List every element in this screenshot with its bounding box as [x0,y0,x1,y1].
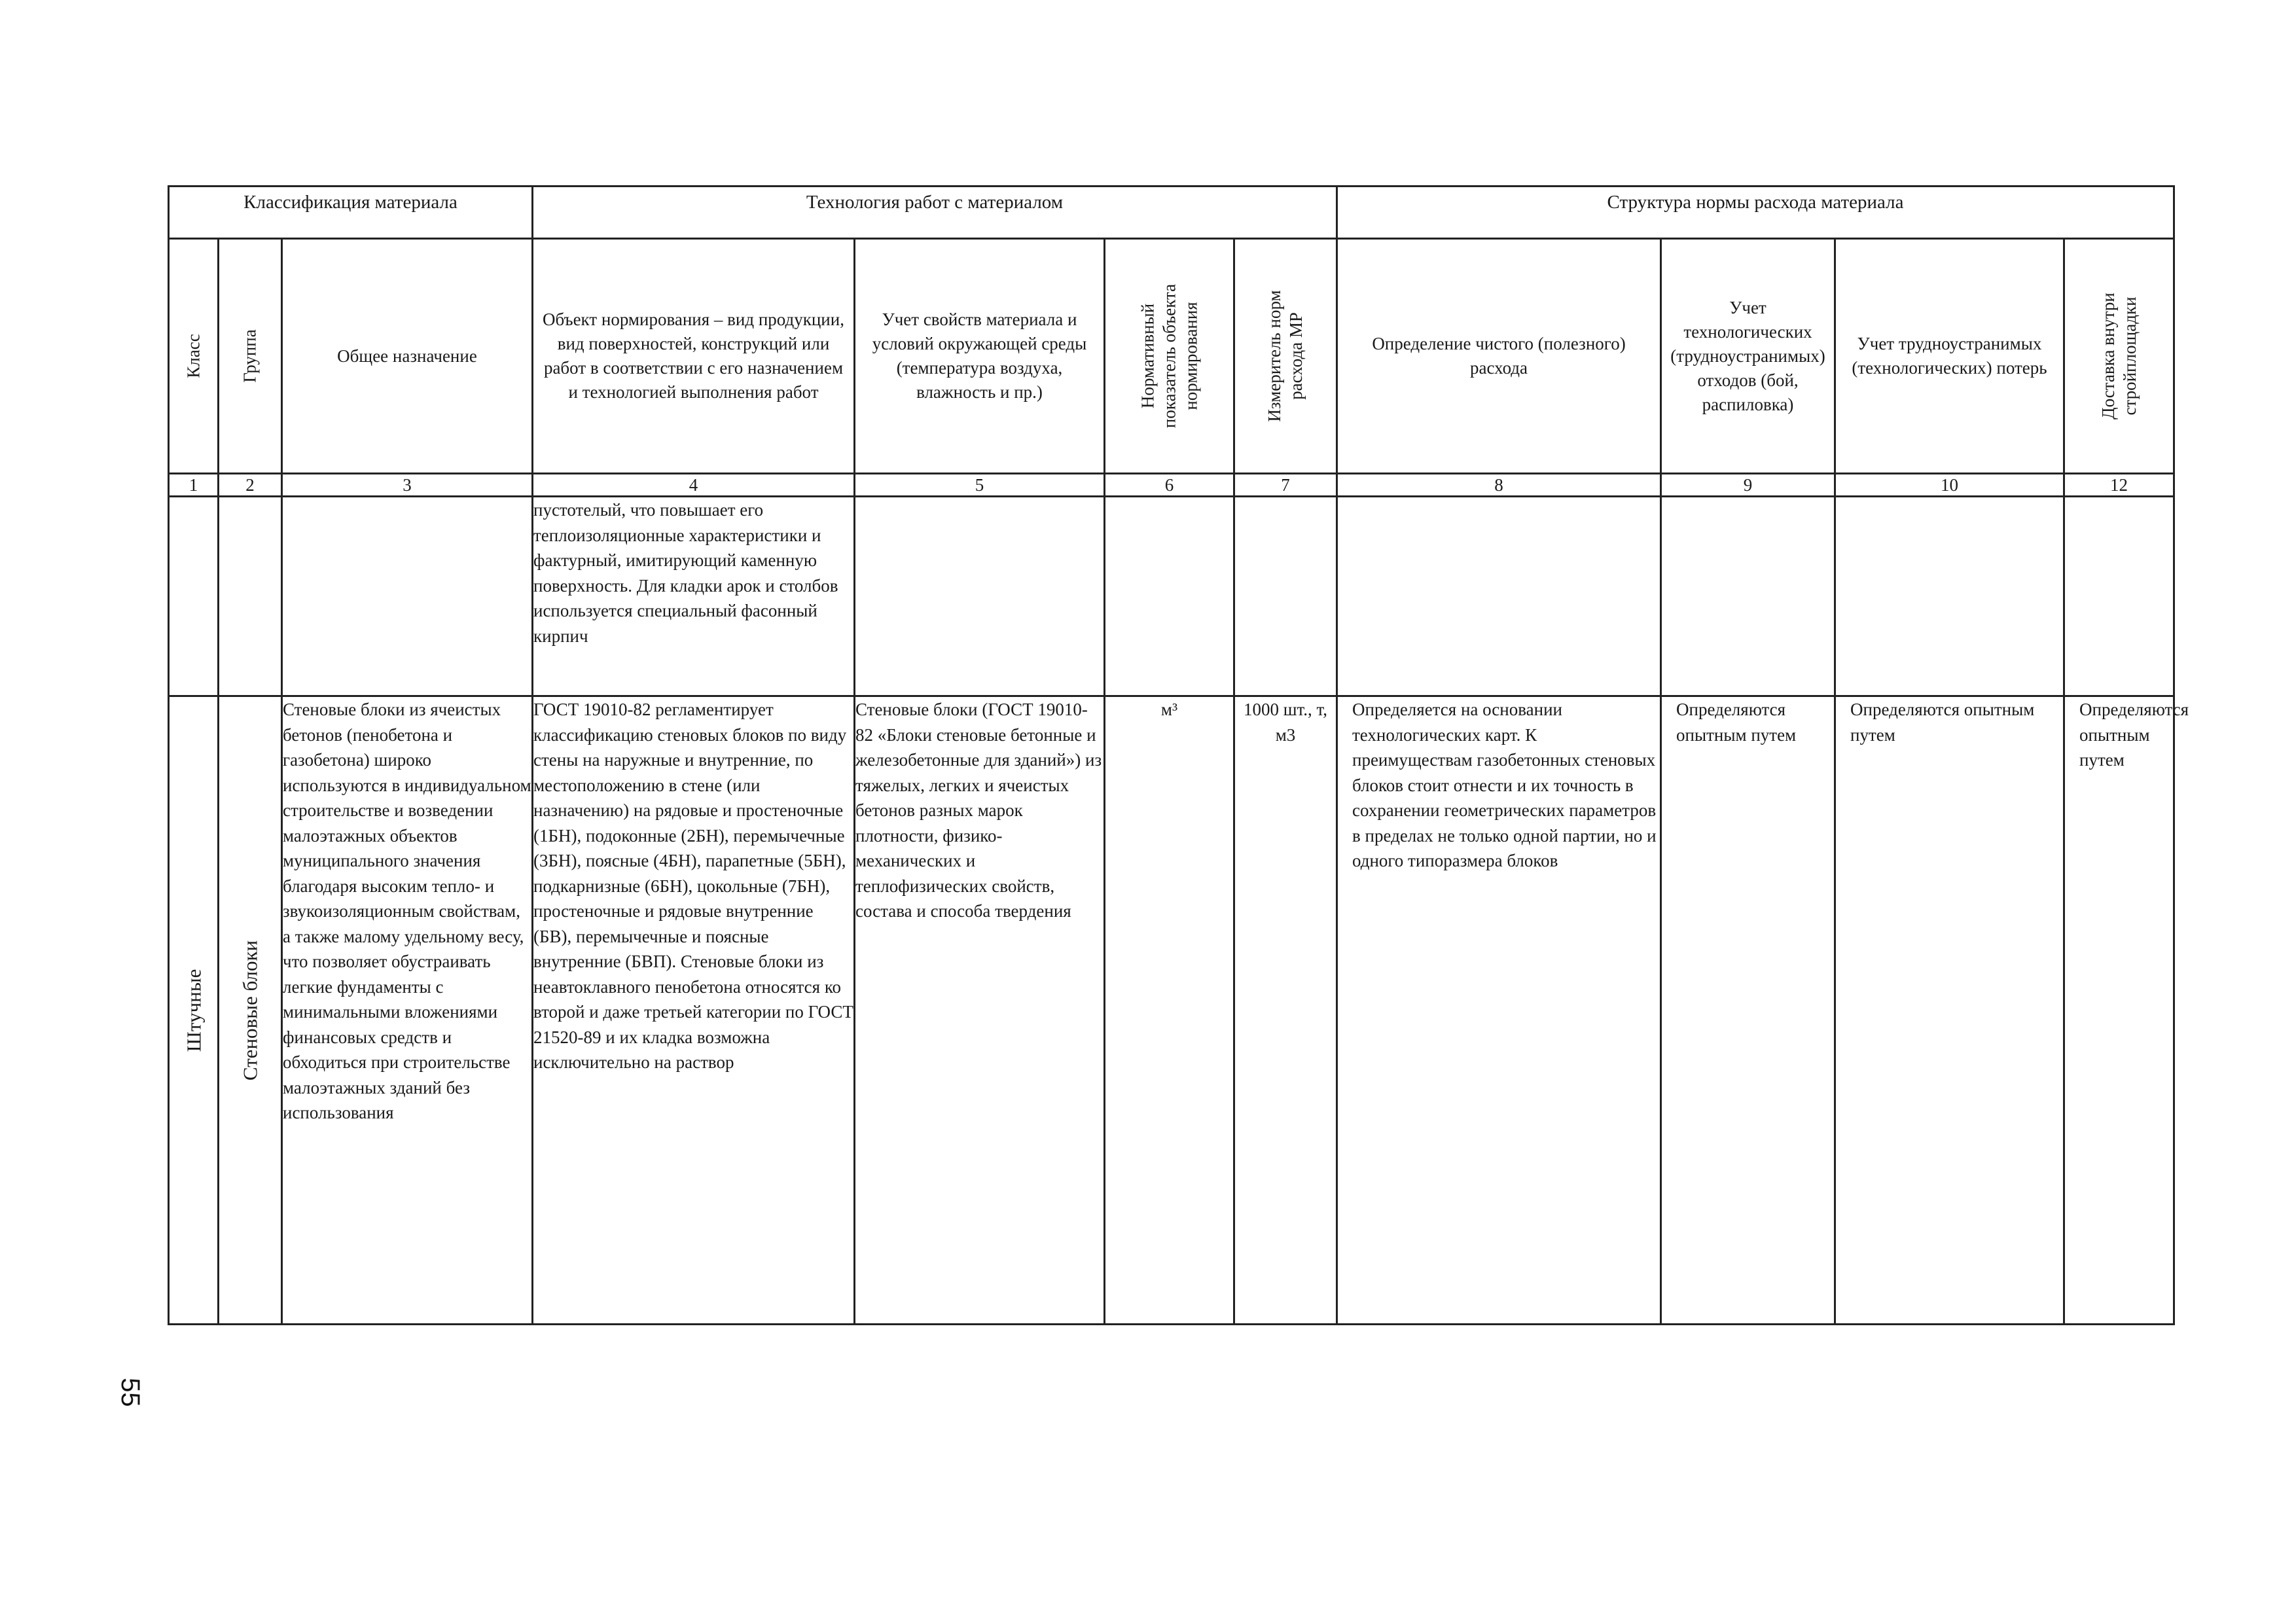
cell-indicator: м³ [1105,696,1234,1325]
cell-empty [1661,497,1835,696]
col-header-class [169,239,219,474]
col-number: 9 [1661,474,1835,497]
cell-losses: Определяются опытным путем [1835,696,2064,1325]
col-header-object: Объект нормирования – вид продукции, вид поверхностей, конструкций или работ в соответствии с его назначением и технологией выполнения работ [533,239,855,474]
group-header-structure: Структура нормы расхода материала [1337,187,2174,239]
col-number: 4 [533,474,855,497]
col-number: 8 [1337,474,1661,497]
cell-empty [855,497,1105,696]
cell-empty [282,497,533,696]
col-number: 7 [1234,474,1337,497]
cell-class [169,696,219,1325]
cell-empty [169,497,219,696]
col-header-unit-label: Измеритель норм расхода МР [1265,290,1306,422]
cell-purpose: Стеновые блоки из ячеистых бетонов (пенобетона и газобетона) широко используются в индивидуальном строительстве и возведении малоэтажных объектов муниципального значения благодаря высоким тепло- и звукоизоляционным свойствам, а также малому удельному весу, что позволяет обустраивать легкие фундаменты с минимальными вложениями финансовых средств и обходиться при строительстве малоэтажных зданий без использования [282,696,533,1325]
col-header-losses: Учет трудноустранимых (технологических) потерь [1835,239,2064,474]
cell-delivery: Определяются опытным путем [2064,696,2174,1325]
cell-empty [1835,497,2064,696]
col-header-indicator-label: Нормативный показатель объекта нормирования [1138,283,1200,429]
cell-empty [1105,497,1234,696]
cell-group [219,696,282,1325]
col-number: 2 [219,474,282,497]
norms-table [168,185,2189,1325]
group-header-row [169,187,2174,239]
col-header-waste: Учет технологических (трудноустранимых) отходов (бой, распиловка) [1661,239,1835,474]
cell-unit: 1000 шт., т, м3 [1234,696,1337,1325]
cell-empty [2064,497,2174,696]
column-header-row [169,239,2174,474]
class-value: Штучные [182,969,205,1052]
col-number: 6 [1105,474,1234,497]
column-number-row [169,474,2174,497]
col-header-purpose: Общее назначение [282,239,533,474]
col-header-group-label: Группа [240,329,260,383]
col-number: 10 [1835,474,2064,497]
group-header-technology: Технология работ с материалом [533,187,1337,239]
col-header-class-label: Класс [183,334,203,378]
cell-net-consumption: Определяется на основании технологических карт. К преимуществам газобетонных стеновых блоков стоит отнести и их точность в сохранении геометрических параметров в пределах не только одной партии, но и одного типоразмера блоков [1337,696,1661,1325]
cell-empty [1234,497,1337,696]
cell-waste: Определяются опытным путем [1661,696,1835,1325]
col-header-properties: Учет свойств материала и условий окружающей среды (температура воздуха, влажность и пр.) [855,239,1105,474]
table-row-wall-blocks [169,696,2174,1325]
cell-object-continuation: пустотелый, что повышает его теплоизоляционные характеристики и фактурный, имитирующий каменную поверхность. Для кладки арок и столбов используется специальный фасонный кирпич [533,497,855,696]
col-number: 5 [855,474,1105,497]
col-header-indicator [1105,239,1234,474]
cell-empty [219,497,282,696]
group-value: Стеновые блоки [238,940,262,1080]
cell-properties: Стеновые блоки (ГОСТ 19010-82 «Блоки стеновые бетонные и железобетонные для зданий») из тяжелых, легких и ячеистых бетонов разных марок плотности, физико-механических и теплофизических свойств, состава и способа твердения [855,696,1105,1325]
col-header-group [219,239,282,474]
page-number: 55 [115,1378,145,1407]
col-header-delivery-label: Доставка внутри стройплощадки [2098,293,2140,419]
cell-object: ГОСТ 19010-82 регламентирует классификацию стеновых блоков по виду стены на наружные и внутренние, по местоположению в стене (или назначению) на рядовые и простеночные (1БН), подоконные (2БН), перемычечные (3БН), поясные (4БН), парапетные (5БН), подкарнизные (6БН), цокольные (7БН), простеночные и рядовые внутренние (БВ), перемычечные и поясные внутренние (БВП). Стеновые блоки из неавтоклавного пенобетона относятся ко второй и даже третьей категории по ГОСТ 21520-89 и их кладка возможна исключительно на раствор [533,696,855,1325]
group-header-classification: Классификация материала [169,187,533,239]
col-number: 12 [2064,474,2174,497]
cell-empty [1337,497,1661,696]
table-row-continuation [169,497,2174,696]
col-header-delivery [2064,239,2174,474]
col-number: 3 [282,474,533,497]
col-number: 1 [169,474,219,497]
col-header-unit [1234,239,1337,474]
col-header-net-consumption: Определение чистого (полезного) расхода [1337,239,1661,474]
